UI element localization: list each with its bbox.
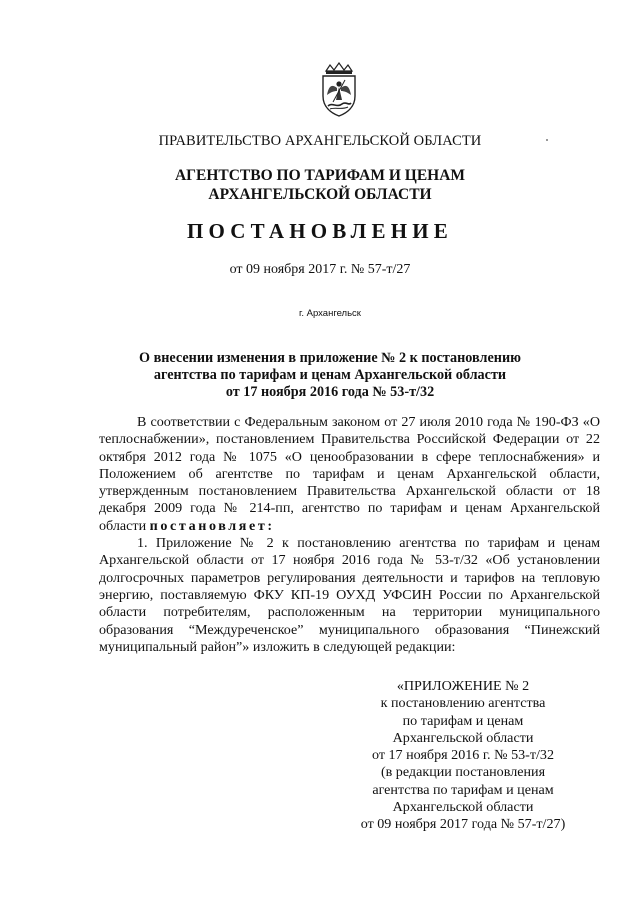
annex-line: агентства по тарифам и ценам	[372, 781, 554, 798]
coat-of-arms-icon	[316, 62, 362, 118]
preamble-text: В соответствии с Федеральным законом от 27 июля 2010 года № 190-ФЗ «О теплоснабжении», постановлением Правительства Российской Федерации от 22 октября 2012 года № 1075 «О ценообразовании в сфере теплоснабжения» и Положением об агентстве по тарифам и ценам Архангельской области, утвержденным постановлением Правительства Архангельской области от 18 декабря 2009 года № 214-пп, агентство по тарифам и ценам Архангельской области	[99, 414, 600, 534]
annex-line: от 09 ноября 2017 года № 57-т/27)	[360, 816, 566, 833]
government-name: ПРАВИТЕЛЬСТВО АРХАНГЕЛЬСКОЙ ОБЛАСТИ	[158, 133, 482, 149]
document-body	[99, 414, 600, 656]
subject-line-3: от 17 ноября 2016 года № 53-т/32	[225, 384, 435, 400]
annex-line: по тарифам и ценам	[402, 712, 524, 729]
subject-line-2: агентства по тарифам и ценам Архангельской области	[153, 367, 507, 383]
agency-name	[0, 166, 640, 204]
annex-header	[345, 678, 581, 834]
date-and-number: от 09 ноября 2017 г. № 57-т/27	[229, 262, 411, 277]
agency-name-line-1: АГЕНТСТВО ПО ТАРИФАМ И ЦЕНАМ	[174, 167, 466, 184]
annex-line: (в редакции постановления	[380, 764, 546, 781]
agency-name-line-2: АРХАНГЕЛЬСКОЙ ОБЛАСТИ	[208, 186, 432, 203]
preamble-paragraph	[99, 414, 600, 535]
document-type: ПОСТАНОВЛЕНИЕ	[186, 219, 454, 243]
decrees-word: постановляет:	[149, 517, 275, 534]
annex-line: «ПРИЛОЖЕНИЕ № 2	[396, 678, 530, 694]
annex-line: Архангельской области	[392, 799, 534, 816]
city: г. Архангельск	[299, 308, 361, 319]
annex-line: Архангельской области	[392, 729, 534, 746]
annex-line: от 17 ноября 2016 г. № 53-т/32	[371, 747, 555, 764]
clause-1-paragraph: 1. Приложение № 2 к постановлению агентства по тарифам и ценам Архангельской области от 17 ноября 2016 года № 53-т/32 «Об установлении долгосрочных параметров регулирования деятельности и тарифов на тепловую энергию, поставляемую ФКУ КП-19 ОУХД УФСИН России по Архангельской области потребителям, расположенным на территории муниципального образования “Междуреченское” муниципального образования “Пинежский муниципальный район”» изложить в следующей редакции:	[99, 535, 600, 655]
subject-line-1: О внесении изменения в приложение № 2 к постановлению	[139, 350, 521, 366]
subject-title	[10, 350, 640, 401]
annex-line: к постановлению агентства	[380, 695, 546, 712]
